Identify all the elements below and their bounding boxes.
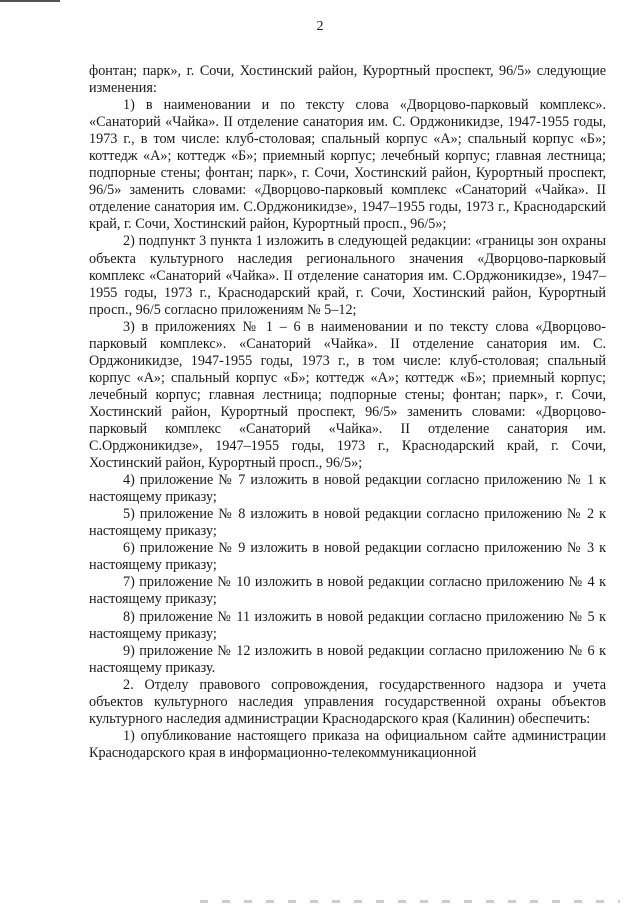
paragraph-item-9: 9) приложение № 12 изложить в новой редакции согласно приложению № 6 к настоящему приказу. <box>89 642 606 676</box>
page-number: 2 <box>316 19 324 34</box>
paragraph-item-6: 6) приложение № 9 изложить в новой редакции согласно приложению № 3 к настоящему приказу; <box>89 540 606 574</box>
paragraph-item-8: 8) приложение № 11 изложить в новой редакции согласно приложению № 5 к настоящему приказу; <box>89 608 606 642</box>
paragraph-item-2: 2) подпункт 3 пункта 1 изложить в следующей редакции: «границы зон охраны объекта культурного наследия регионального значения «Дворцово-парковый комплекс «Санаторий «Чайка». II отделение санатория им. С.Орджоникидзе», 1947–1955 годы, 1973 г., Краснодарский край, г. Сочи, Хостинский район, Курортный просп., 96/5 согласно приложениям № 5–12; <box>89 233 606 318</box>
scan-bottom-artifact <box>200 900 620 903</box>
paragraph-item-3: 3) в приложениях № 1 – 6 в наименовании и по тексту слова «Дворцово-парковый комплекс». «Санаторий «Чайка». II отделение санатория им. С. Орджоникидзе, 1947-1955 годы, 1973 г., в том числе: клуб-столовая; спальный корпус «А»; спальный корпус «Б»; коттедж «А»; коттедж «Б»; приемный корпус; лечебный корпус; главная лестница; подпорные стены; фонтан; парк», г. Сочи, Хостинский район, Курортный проспект, 96/5» заменить словами: «Дворцово-парковый комплекс «Санаторий «Чайка». II отделение санатория им. С.Орджоникидзе», 1947–1955 годы, 1973 г., Краснодарский край, г. Сочи, Хостинский район, Курортный просп., 96/5»; <box>89 318 606 472</box>
paragraph-item-1: 1) в наименовании и по тексту слова «Дворцово-парковый комплекс». «Санаторий «Чайка». II отделение санатория им. С. Орджоникидзе, 1947-1955 годы, 1973 г., в том числе: клуб-столовая; спальный корпус «А»; спальный корпус «Б»; коттедж «А»; коттедж «Б»; приемный корпус; лечебный корпус; главная лестница; подпорные стены; фонтан; парк», г. Сочи, Хостинский район, Курортный проспект, 96/5» заменить словами: «Дворцово-парковый комплекс «Санаторий «Чайка». II отделение санатория им. С.Орджоникидзе», 1947–1955 годы, 1973 г., Краснодарский край, г. Сочи, Хостинский район, Курортный просп., 96/5»; <box>89 97 606 233</box>
paragraph-item-7: 7) приложение № 10 изложить в новой редакции согласно приложению № 4 к настоящему приказу; <box>89 574 606 608</box>
paragraph-item-4: 4) приложение № 7 изложить в новой редакции согласно приложению № 1 к настоящему приказу; <box>89 472 606 506</box>
document-body <box>89 63 606 762</box>
scan-edge-mark <box>0 0 60 2</box>
paragraph-section-2-item-1: 1) опубликование настоящего приказа на официальном сайте администрации Краснодарского края в информационно-телекоммуникационной <box>89 727 606 761</box>
paragraph-intro: фонтан; парк», г. Сочи, Хостинский район, Курортный проспект, 96/5» следующие изменения: <box>89 63 606 97</box>
paragraph-section-2: 2. Отделу правового сопровождения, государственного надзора и учета объектов культурного наследия управления государственной охраны объектов культурного наследия администрации Краснодарского края (Калинин) обеспечить: <box>89 676 606 727</box>
paragraph-item-5: 5) приложение № 8 изложить в новой редакции согласно приложению № 2 к настоящему приказу; <box>89 506 606 540</box>
